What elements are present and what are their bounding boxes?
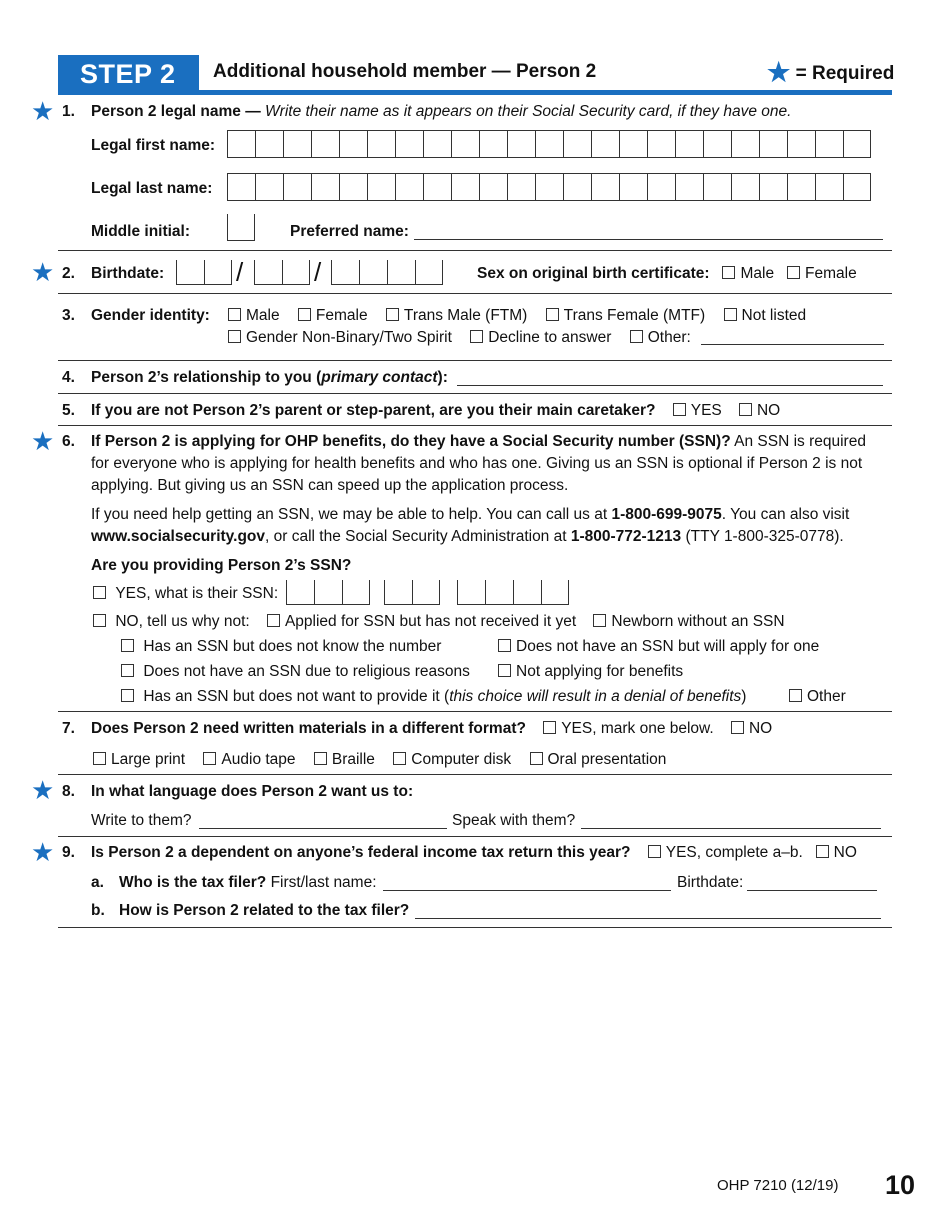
first-name-boxes[interactable] [227, 130, 871, 158]
q5-number: 5. [62, 402, 75, 419]
option-label: Not listed [741, 307, 807, 324]
q9-number: 9. [62, 844, 75, 861]
divider [58, 250, 892, 251]
ssn-reason-row: Has an SSN but does not want to provide it (this choice will result in a denial of benefits) [121, 688, 746, 706]
item-b-letter: b. [91, 902, 105, 919]
star-icon: ★ [767, 57, 791, 87]
q1-label: Person 2 legal name — [91, 103, 261, 120]
divider [58, 927, 892, 928]
ssn-question: If Person 2 is applying for OHP benefits, do they have a Social Security number (SSN)? An SSN is required [91, 433, 866, 450]
speak-with-label: Speak with them? [452, 812, 576, 829]
middle-initial-box[interactable] [227, 214, 255, 241]
oral-presentation-checkbox[interactable] [530, 752, 543, 765]
required-star-icon: ★ [31, 257, 55, 287]
q7-number: 7. [62, 720, 75, 737]
sex-label: Sex on original birth certificate: [477, 265, 710, 282]
format-label: Does Person 2 need written materials in a different format? [91, 720, 526, 737]
option-label: Trans Female (MTF) [563, 307, 706, 324]
ssn-reason-row: Not applying for benefits [498, 663, 683, 681]
q4-number: 4. [62, 369, 75, 386]
option-label: Female [315, 307, 368, 324]
caretaker-question [91, 402, 780, 420]
no-want-checkbox[interactable] [121, 689, 134, 702]
ssn-group-boxes[interactable] [384, 580, 440, 605]
date-separator: / [236, 257, 244, 287]
gender-trans-male-checkbox[interactable] [386, 308, 399, 321]
format-options: Large print Audio tape Braille Computer disk Oral presentation [93, 751, 680, 769]
gender-options-row2 [228, 329, 695, 347]
other-reason-checkbox[interactable] [789, 689, 802, 702]
q3-number: 3. [62, 307, 75, 324]
divider [58, 360, 892, 361]
option-label: Trans Male (FTM) [403, 307, 528, 324]
divider [58, 393, 892, 394]
write-language-field[interactable] [199, 828, 447, 829]
ssn-reason-row: Has an SSN but does not know the number [121, 638, 441, 656]
required-star-icon: ★ [31, 775, 55, 805]
divider [58, 711, 892, 712]
gender-female-checkbox[interactable] [298, 308, 311, 321]
page-title: Additional household member — Person 2 [213, 61, 597, 82]
dependent-question: Is Person 2 a dependent on anyone’s federal income tax return this year? YES, complete a–b. NO [91, 844, 857, 861]
phone-number: 1-800-772-1213 [570, 528, 682, 545]
q1-note: Write their name as it appears on their Social Security card, if they have one. [265, 103, 792, 120]
male-checkbox[interactable] [722, 266, 735, 279]
computer-disk-checkbox[interactable] [393, 752, 406, 765]
q1-number: 1. [62, 103, 75, 120]
format-no-checkbox[interactable] [731, 721, 744, 734]
gender-trans-female-checkbox[interactable] [546, 308, 559, 321]
option-label: Other: [647, 329, 691, 346]
tax-filer-label: Who is the tax filer? [119, 874, 267, 891]
newborn-checkbox[interactable] [593, 614, 606, 627]
dependent-no-checkbox[interactable] [816, 845, 829, 858]
divider [58, 425, 892, 426]
birth-day-boxes[interactable] [254, 260, 310, 285]
tax-filer-birthdate-field[interactable] [747, 890, 877, 891]
not-applying-checkbox[interactable] [498, 664, 511, 677]
last-name-boxes[interactable] [227, 173, 871, 201]
middle-initial-label: Middle initial: [91, 223, 191, 240]
ssn-text: applying. But giving us an SSN can speed up the application process. [91, 477, 569, 494]
phone-number: 1-800-699-9075 [611, 506, 722, 523]
option-label: Male [246, 307, 280, 324]
ssn-no-row: NO, tell us why not: Applied for SSN but has not received it yet Newborn without an SSN [93, 613, 785, 631]
required-star-icon: ★ [31, 96, 55, 126]
required-star-icon: ★ [31, 426, 55, 456]
braille-checkbox[interactable] [314, 752, 327, 765]
preferred-name-label: Preferred name: [290, 223, 409, 240]
page-number: 10 [885, 1170, 916, 1200]
header-rule [58, 90, 892, 95]
q1-question [91, 103, 791, 121]
ssn-reason-row: Does not have an SSN but will apply for one [498, 638, 819, 656]
q2-number: 2. [62, 265, 75, 282]
ssn-label: If Person 2 is applying for OHP benefits, do they have a Social Security number (SSN)? [91, 433, 731, 450]
ssn-serial-boxes[interactable] [457, 580, 569, 605]
gender-nonbinary-checkbox[interactable] [228, 330, 241, 343]
form-number: OHP 7210 (12/19) [717, 1177, 839, 1194]
female-checkbox[interactable] [787, 266, 800, 279]
gender-not-listed-checkbox[interactable] [724, 308, 737, 321]
option-label: Decline to answer [488, 329, 612, 346]
caretaker-label: If you are not Person 2’s parent or step-parent, are you their main caretaker? [91, 402, 656, 419]
gender-male-checkbox[interactable] [228, 308, 241, 321]
preferred-name-field[interactable] [414, 239, 883, 240]
sex-at-birth [477, 265, 857, 283]
caretaker-no-checkbox[interactable] [739, 403, 752, 416]
format-question: Does Person 2 need written materials in a different format? YES, mark one below. NO [91, 720, 773, 737]
birthdate-label: Birthdate: [91, 265, 165, 282]
applied-checkbox[interactable] [267, 614, 280, 627]
gender-decline-checkbox[interactable] [470, 330, 483, 343]
tax-filer-relation-field[interactable] [415, 918, 881, 919]
divider [58, 836, 892, 837]
tax-filer-name-field[interactable] [383, 890, 671, 891]
caretaker-yes-checkbox[interactable] [673, 403, 686, 416]
required-legend [767, 57, 894, 88]
female-label: Female [805, 265, 857, 282]
ssn-reason-row: Does not have an SSN due to religious reasons [121, 663, 470, 681]
date-separator: / [314, 257, 322, 287]
no-label: NO [756, 402, 781, 419]
gender-identity-label: Gender identity: [91, 307, 210, 324]
religious-checkbox[interactable] [121, 664, 134, 677]
ssn-text: for everyone who is applying for health benefits and who has one. Giving us an SSN is optional if Person 2 is not [91, 455, 863, 472]
large-print-checkbox[interactable] [93, 752, 106, 765]
last-name-label: Legal last name: [91, 180, 213, 197]
website-link[interactable]: www.socialsecurity.gov [91, 528, 266, 545]
dependent-yes-checkbox[interactable] [648, 845, 661, 858]
birth-month-boxes[interactable] [176, 260, 232, 285]
q6-number: 6. [62, 433, 75, 450]
relationship-field[interactable] [457, 385, 883, 386]
gender-other-checkbox[interactable] [630, 330, 643, 343]
tax-filer-birthdate-label: Birthdate: [677, 874, 744, 891]
language-label: In what language does Person 2 want us to: [91, 783, 414, 800]
audio-tape-checkbox[interactable] [203, 752, 216, 765]
relationship-label: Person 2’s relationship to you (primary contact): [91, 369, 448, 386]
male-label: Male [740, 265, 775, 282]
birth-year-boxes[interactable] [331, 260, 443, 285]
q8-number: 8. [62, 783, 75, 800]
required-label: = Required [795, 63, 895, 84]
ssn-yes-row: YES, what is their SSN: [93, 585, 278, 603]
ssn-no-checkbox[interactable] [93, 614, 106, 627]
divider [58, 293, 892, 294]
first-name-label: Legal first name: [91, 137, 216, 154]
item-a-letter: a. [91, 874, 104, 891]
speak-language-field[interactable] [581, 828, 881, 829]
gender-other-field[interactable] [701, 344, 884, 345]
ssn-reason-row: Other [789, 688, 846, 706]
dependent-label: Is Person 2 a dependent on anyone’s federal income tax return this year? [91, 844, 631, 861]
ssn-help: If you need help getting an SSN, we may be able to help. You can call us at 1-800-699-9075. You can also visit [91, 506, 850, 523]
tax-filer-relation-label: How is Person 2 related to the tax filer? [119, 902, 410, 919]
divider [58, 774, 892, 775]
will-apply-checkbox[interactable] [498, 639, 511, 652]
providing-ssn-label: Are you providing Person 2’s SSN? [91, 557, 352, 574]
gender-options-row1 [228, 307, 820, 325]
format-yes-checkbox[interactable] [543, 721, 556, 734]
option-label: Gender Non-Binary/Two Spirit [246, 329, 452, 346]
required-star-icon: ★ [31, 837, 55, 867]
yes-label: YES [690, 402, 722, 419]
ssn-yes-checkbox[interactable] [93, 586, 106, 599]
ssn-area-boxes[interactable] [286, 580, 370, 605]
write-to-label: Write to them? [91, 812, 192, 829]
no-know-checkbox[interactable] [121, 639, 134, 652]
ssn-help: www.socialsecurity.gov, or call the Social Security Administration at 1-800-772-1213 (TTY 1-800-325-0778). [91, 528, 844, 545]
step-label: STEP 2 [80, 59, 176, 89]
tax-filer-row: Who is the tax filer? First/last name: [119, 874, 377, 891]
